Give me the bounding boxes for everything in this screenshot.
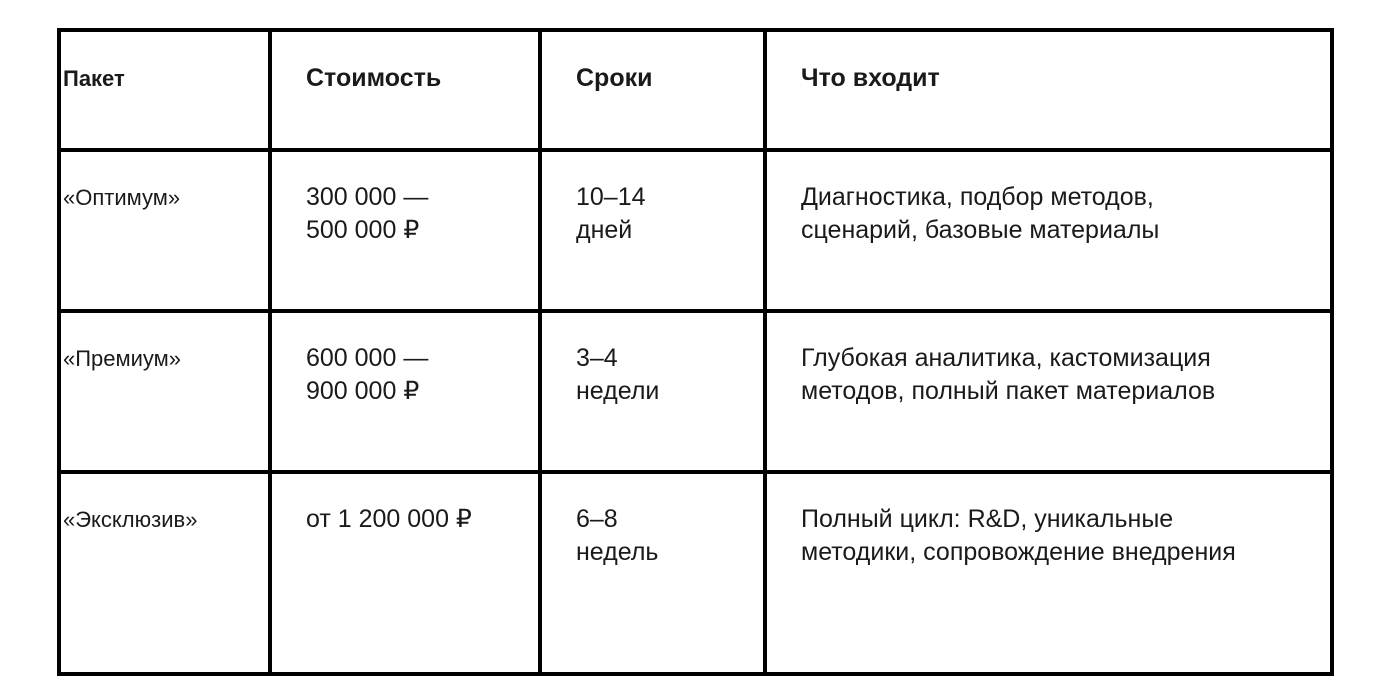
cell-price [270,150,540,311]
cell-term [540,150,765,311]
header-price [270,30,540,150]
cell-package [59,472,270,674]
header-includes-label: Что входит [801,64,940,92]
cell-includes [765,150,1332,311]
header-term [540,30,765,150]
table-header-row [59,30,1332,150]
cell-includes [765,311,1332,472]
pricing-table [57,28,1334,676]
table-row [59,472,1332,674]
cell-package [59,150,270,311]
header-price-label: Стоимость [306,64,442,92]
includes-value: Полный цикл: R&D, уникальные методики, сопровождение внедрения [801,505,1236,566]
header-package [59,30,270,150]
table-row [59,311,1332,472]
cell-term [540,311,765,472]
cell-price [270,311,540,472]
cell-includes [765,472,1332,674]
header-includes [765,30,1332,150]
table-row [59,150,1332,311]
price-value: от 1 200 000 ₽ [306,505,472,533]
package-name: «Оптимум» [63,185,181,210]
price-value: 600 000 — 900 000 ₽ [306,344,429,405]
package-name: «Премиум» [63,346,182,371]
cell-price [270,472,540,674]
header-package-label: Пакет [63,66,125,91]
term-value: 3–4 недели [576,344,660,405]
cell-term [540,472,765,674]
header-term-label: Сроки [576,64,653,92]
includes-value: Глубокая аналитика, кастомизация методов, полный пакет материалов [801,344,1216,405]
package-name: «Эксклюзив» [63,507,198,532]
includes-value: Диагностика, подбор методов, сценарий, базовые материалы [801,183,1160,244]
cell-package [59,311,270,472]
term-value: 6–8 недель [576,505,659,566]
term-value: 10–14 дней [576,183,646,244]
price-value: 300 000 — 500 000 ₽ [306,183,429,244]
